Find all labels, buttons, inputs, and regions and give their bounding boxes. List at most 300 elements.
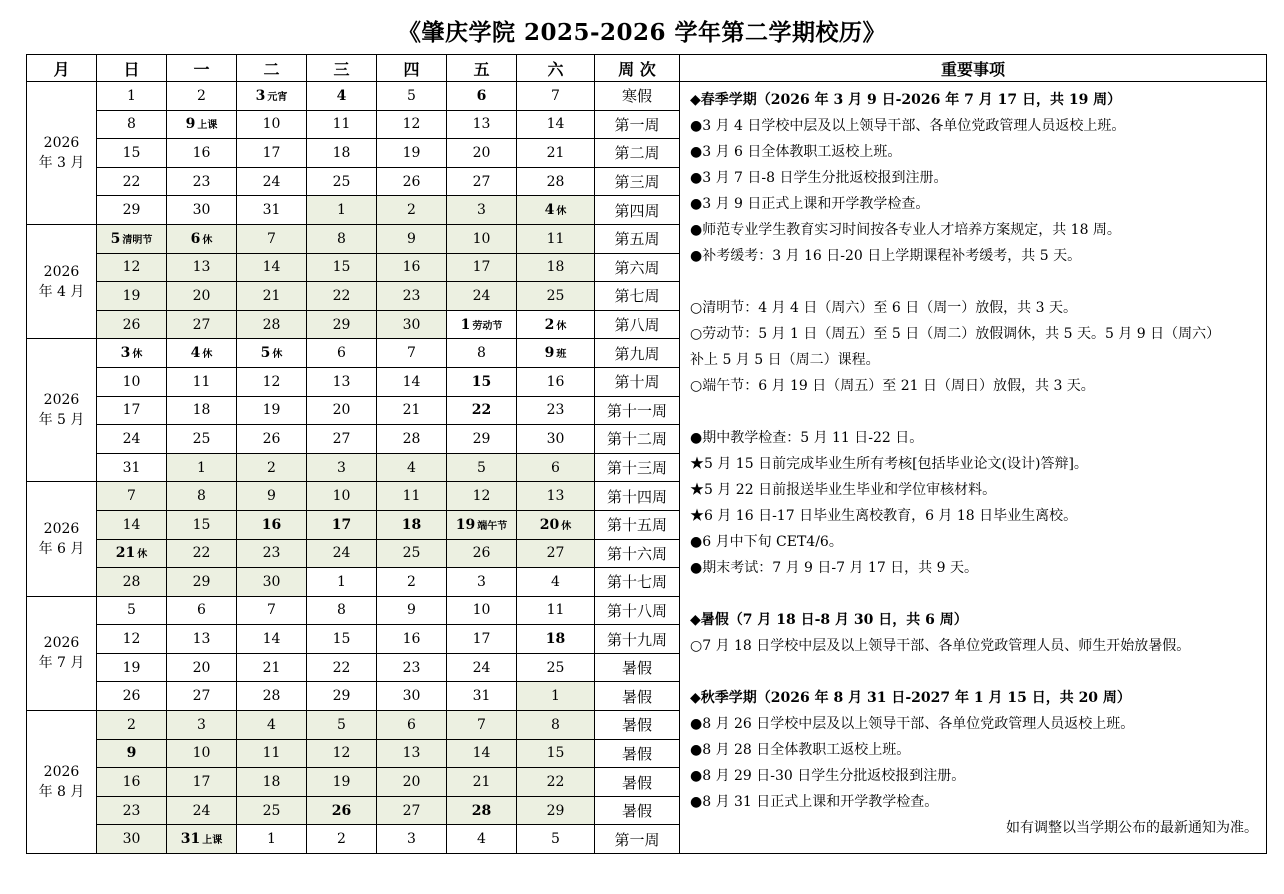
day-cell: [517, 196, 595, 225]
day-cell: [517, 625, 595, 654]
day-cell: [167, 196, 237, 225]
note-line: 如有调整以当学期公布的最新通知为准。: [1006, 820, 1258, 836]
day-cell: [237, 367, 307, 396]
day-number: 12: [122, 631, 141, 648]
day-number: 8: [551, 716, 560, 733]
day-cell: [447, 796, 517, 825]
day-cell: [307, 367, 377, 396]
day-number: 19: [455, 516, 476, 533]
day-cell: [447, 453, 517, 482]
day-cell: [517, 682, 595, 711]
note-line: ○7 月 18 日学校中层及以上领导干部、各单位党政管理人员、师生开始放暑假。: [690, 638, 1191, 654]
day-number: 24: [472, 659, 491, 676]
note-line: ★5 月 15 日前完成毕业生所有考核[包括毕业论文(设计)答辩]。: [690, 456, 1088, 472]
day-cell: [167, 282, 237, 311]
day-cell: [517, 396, 595, 425]
day-cell: [377, 653, 447, 682]
day-cell: [377, 453, 447, 482]
day-cell: [447, 253, 517, 282]
day-cell: [307, 596, 377, 625]
day-cell: [97, 596, 167, 625]
day-cell: [307, 568, 377, 597]
day-cell: [307, 110, 377, 139]
day-number: 20: [539, 516, 560, 533]
day-number: 29: [122, 202, 141, 219]
day-number: 19: [122, 287, 141, 304]
day-cell: [517, 224, 595, 253]
week-number: 第一周: [595, 110, 680, 139]
day-cell: [97, 825, 167, 854]
day-number: 15: [546, 745, 565, 762]
day-cell: [307, 310, 377, 339]
day-number: 24: [192, 802, 211, 819]
day-cell: [377, 510, 447, 539]
day-number: 8: [337, 602, 346, 619]
day-number: 25: [262, 802, 281, 819]
day-number: 7: [551, 87, 560, 104]
day-number: 6: [407, 716, 416, 733]
day-number: 7: [127, 488, 136, 505]
day-cell: [447, 682, 517, 711]
day-number: 18: [545, 631, 566, 648]
day-note: 休: [202, 234, 213, 246]
month-label: 2026 年 5 月: [27, 339, 97, 482]
day-number: 5: [260, 345, 271, 362]
day-number: 3: [120, 345, 131, 362]
week-number: 第十七周: [595, 568, 680, 597]
week-number: 第十六周: [595, 539, 680, 568]
day-number: 10: [472, 602, 491, 619]
day-number: 22: [332, 287, 351, 304]
day-number: 4: [477, 831, 486, 848]
day-number: 17: [192, 774, 211, 791]
day-number: 1: [267, 831, 276, 848]
day-number: 3: [477, 202, 486, 219]
day-note: 班: [556, 349, 567, 361]
day-cell: [447, 139, 517, 168]
day-number: 6: [551, 459, 560, 476]
day-cell: [167, 367, 237, 396]
day-cell: [517, 482, 595, 511]
note-line: ●8 月 28 日全体教职工返校上班。: [690, 742, 911, 758]
day-number: 24: [122, 430, 141, 447]
week-number: 第六周: [595, 253, 680, 282]
day-cell: [237, 425, 307, 454]
day-number: 4: [267, 716, 276, 733]
day-number: 23: [192, 173, 211, 190]
day-number: 15: [122, 144, 141, 161]
day-cell: [377, 282, 447, 311]
day-number: 26: [122, 316, 141, 333]
day-cell: [307, 625, 377, 654]
day-note: 休: [556, 320, 567, 332]
column-header: 四: [377, 55, 447, 82]
day-number: 1: [337, 202, 346, 219]
week-number: 暑假: [595, 768, 680, 797]
note-line: ○端午节：6 月 19 日（周五）至 21 日（周日）放假，共 3 天。: [690, 378, 1095, 394]
day-cell: [447, 739, 517, 768]
day-number: 7: [407, 345, 416, 362]
day-cell: [237, 796, 307, 825]
day-number: 11: [546, 602, 565, 619]
day-cell: [167, 110, 237, 139]
day-cell: [307, 253, 377, 282]
day-cell: [307, 796, 377, 825]
day-number: 31: [122, 459, 141, 476]
day-cell: [167, 425, 237, 454]
month-label: 2026 年 8 月: [27, 711, 97, 854]
day-cell: [307, 653, 377, 682]
day-cell: [517, 82, 595, 111]
day-cell: [167, 825, 237, 854]
week-number: 第一周: [595, 825, 680, 854]
day-number: 29: [192, 573, 211, 590]
day-cell: [447, 110, 517, 139]
week-number: 暑假: [595, 711, 680, 740]
day-number: 26: [402, 173, 421, 190]
note-spacer: [690, 269, 1266, 295]
week-number: 第十一周: [595, 396, 680, 425]
day-cell: [167, 339, 237, 368]
day-number: 16: [192, 144, 211, 161]
day-number: 6: [337, 345, 346, 362]
day-number: 9: [185, 116, 196, 133]
day-number: 30: [262, 573, 281, 590]
day-number: 10: [332, 488, 351, 505]
day-cell: [377, 596, 447, 625]
day-cell: [237, 768, 307, 797]
day-cell: [307, 510, 377, 539]
day-cell: [307, 282, 377, 311]
day-number: 2: [267, 459, 276, 476]
day-number: 23: [546, 402, 565, 419]
day-cell: [167, 682, 237, 711]
day-number: 5: [337, 716, 346, 733]
day-cell: [97, 625, 167, 654]
day-number: 5: [110, 230, 121, 247]
day-number: 19: [332, 774, 351, 791]
note-line: ●期末考试：7 月 9 日-7 月 17 日，共 9 天。: [690, 560, 978, 576]
day-cell: [447, 425, 517, 454]
day-number: 12: [472, 488, 491, 505]
calendar-table: [26, 54, 1267, 854]
day-number: 15: [332, 259, 351, 276]
note-line: ◆春季学期（2026 年 3 月 9 日-2026 年 7 月 17 日，共 19 周）: [690, 92, 1122, 108]
day-number: 25: [332, 173, 351, 190]
day-cell: [237, 825, 307, 854]
day-number: 26: [262, 430, 281, 447]
day-cell: [237, 224, 307, 253]
day-number: 15: [471, 373, 492, 390]
day-cell: [307, 425, 377, 454]
day-number: 2: [407, 202, 416, 219]
day-cell: [167, 711, 237, 740]
day-number: 16: [261, 516, 282, 533]
day-cell: [307, 82, 377, 111]
week-number: 第七周: [595, 282, 680, 311]
day-number: 13: [192, 259, 211, 276]
day-cell: [97, 425, 167, 454]
day-number: 17: [472, 259, 491, 276]
day-cell: [517, 796, 595, 825]
day-cell: [307, 711, 377, 740]
day-cell: [237, 625, 307, 654]
week-row: [27, 82, 1267, 111]
day-cell: [237, 396, 307, 425]
day-number: 13: [332, 373, 351, 390]
week-number: 第十四周: [595, 482, 680, 511]
day-number: 28: [402, 430, 421, 447]
day-number: 24: [332, 545, 351, 562]
day-note: 清明节: [122, 234, 153, 246]
day-cell: [167, 139, 237, 168]
day-number: 8: [127, 116, 136, 133]
day-number: 11: [402, 488, 421, 505]
day-number: 18: [401, 516, 422, 533]
day-cell: [237, 196, 307, 225]
day-number: 29: [332, 316, 351, 333]
day-number: 3: [197, 716, 206, 733]
day-number: 7: [267, 230, 276, 247]
day-cell: [377, 167, 447, 196]
day-cell: [167, 596, 237, 625]
month-label: 2026 年 7 月: [27, 596, 97, 710]
day-number: 22: [122, 173, 141, 190]
day-number: 27: [192, 316, 211, 333]
day-cell: [307, 139, 377, 168]
day-cell: [517, 825, 595, 854]
day-cell: [237, 167, 307, 196]
day-cell: [447, 568, 517, 597]
day-number: 17: [331, 516, 352, 533]
day-number: 30: [122, 831, 141, 848]
day-cell: [97, 739, 167, 768]
day-cell: [447, 367, 517, 396]
day-number: 31: [262, 202, 281, 219]
day-cell: [167, 224, 237, 253]
note-line: ★6 月 16 日-17 日毕业生离校教育，6 月 18 日毕业生离校。: [690, 508, 1078, 524]
day-number: 20: [472, 144, 491, 161]
day-cell: [447, 482, 517, 511]
day-cell: [167, 253, 237, 282]
day-number: 10: [472, 230, 491, 247]
day-note: 休: [272, 349, 283, 361]
day-note: 上课: [197, 120, 218, 132]
day-number: 5: [551, 831, 560, 848]
note-line: ◆秋季学期（2026 年 8 月 31 日-2027 年 1 月 15 日，共 20 周）: [690, 690, 1131, 706]
week-number: 第十九周: [595, 625, 680, 654]
day-cell: [237, 310, 307, 339]
day-cell: [517, 110, 595, 139]
day-cell: [167, 653, 237, 682]
week-number: 暑假: [595, 653, 680, 682]
day-number: 13: [402, 745, 421, 762]
day-number: 17: [262, 144, 281, 161]
day-cell: [307, 768, 377, 797]
week-number: 第十二周: [595, 425, 680, 454]
day-number: 30: [546, 430, 565, 447]
day-cell: [97, 282, 167, 311]
day-number: 17: [472, 631, 491, 648]
day-number: 12: [262, 373, 281, 390]
day-cell: [237, 739, 307, 768]
day-number: 2: [127, 716, 136, 733]
day-cell: [377, 739, 447, 768]
day-number: 29: [472, 430, 491, 447]
day-number: 3: [337, 459, 346, 476]
day-number: 29: [332, 688, 351, 705]
day-cell: [517, 139, 595, 168]
day-cell: [237, 482, 307, 511]
day-cell: [237, 711, 307, 740]
day-cell: [167, 482, 237, 511]
note-line: ●8 月 26 日学校中层及以上领导干部、各单位党政管理人员返校上班。: [690, 716, 1135, 732]
day-cell: [167, 167, 237, 196]
day-number: 10: [192, 745, 211, 762]
day-number: 14: [402, 373, 421, 390]
day-number: 13: [546, 488, 565, 505]
day-cell: [517, 739, 595, 768]
day-number: 28: [122, 573, 141, 590]
day-cell: [237, 139, 307, 168]
day-cell: [307, 739, 377, 768]
day-cell: [97, 367, 167, 396]
day-number: 12: [122, 259, 141, 276]
day-number: 22: [546, 774, 565, 791]
week-number: 暑假: [595, 739, 680, 768]
day-cell: [517, 711, 595, 740]
day-number: 6: [190, 230, 201, 247]
day-note: 休: [137, 549, 148, 561]
day-note: 休: [132, 349, 143, 361]
day-number: 13: [192, 631, 211, 648]
column-header: 二: [237, 55, 307, 82]
day-number: 9: [544, 345, 555, 362]
day-cell: [447, 196, 517, 225]
day-cell: [167, 310, 237, 339]
note-line: ●3 月 9 日正式上课和开学教学检查。: [690, 196, 930, 212]
day-cell: [307, 825, 377, 854]
day-cell: [517, 768, 595, 797]
day-number: 8: [197, 488, 206, 505]
day-number: 26: [122, 688, 141, 705]
day-cell: [517, 282, 595, 311]
column-header: 重要事项: [680, 55, 1267, 82]
day-cell: [307, 453, 377, 482]
day-cell: [517, 510, 595, 539]
day-cell: [377, 224, 447, 253]
day-cell: [97, 711, 167, 740]
day-number: 16: [546, 373, 565, 390]
day-cell: [97, 510, 167, 539]
day-cell: [237, 682, 307, 711]
day-number: 15: [192, 516, 211, 533]
day-number: 24: [472, 287, 491, 304]
day-number: 2: [407, 573, 416, 590]
day-note: 元宵: [267, 91, 288, 103]
day-number: 30: [402, 316, 421, 333]
day-number: 28: [262, 316, 281, 333]
day-cell: [167, 453, 237, 482]
day-cell: [377, 196, 447, 225]
day-number: 4: [544, 202, 555, 219]
day-number: 30: [192, 202, 211, 219]
day-cell: [237, 596, 307, 625]
day-cell: [377, 796, 447, 825]
day-cell: [447, 167, 517, 196]
day-cell: [97, 253, 167, 282]
week-number: 第四周: [595, 196, 680, 225]
day-number: 16: [122, 774, 141, 791]
day-cell: [307, 682, 377, 711]
page-title: 《肇庆学院 2025-2026 学年第二学期校历》: [397, 19, 887, 46]
day-number: 21: [262, 659, 281, 676]
day-cell: [167, 510, 237, 539]
day-cell: [447, 310, 517, 339]
header-row: [27, 55, 1267, 82]
day-number: 4: [551, 573, 560, 590]
day-number: 23: [262, 545, 281, 562]
day-number: 20: [192, 287, 211, 304]
day-number: 23: [122, 802, 141, 819]
column-header: 一: [167, 55, 237, 82]
day-number: 20: [402, 774, 421, 791]
month-label: 2026 年 4 月: [27, 224, 97, 338]
day-cell: [237, 110, 307, 139]
day-number: 11: [546, 230, 565, 247]
day-number: 9: [407, 602, 416, 619]
day-cell: [97, 110, 167, 139]
note-line: ●8 月 31 日正式上课和开学教学检查。: [690, 794, 939, 810]
day-number: 1: [460, 316, 471, 333]
day-number: 4: [336, 87, 347, 104]
day-number: 14: [262, 259, 281, 276]
note-line: ●期中教学检查：5 月 11 日-22 日。: [690, 430, 924, 446]
day-number: 16: [402, 259, 421, 276]
day-number: 22: [332, 659, 351, 676]
day-cell: [377, 482, 447, 511]
day-number: 27: [332, 430, 351, 447]
day-cell: [97, 539, 167, 568]
day-cell: [97, 396, 167, 425]
day-number: 3: [477, 573, 486, 590]
week-number: 第八周: [595, 310, 680, 339]
day-number: 24: [262, 173, 281, 190]
week-number: 第三周: [595, 167, 680, 196]
day-number: 4: [407, 459, 416, 476]
day-number: 17: [122, 402, 141, 419]
day-number: 28: [262, 688, 281, 705]
note-spacer: [690, 399, 1266, 425]
day-cell: [167, 768, 237, 797]
day-number: 23: [402, 287, 421, 304]
day-cell: [307, 339, 377, 368]
day-cell: [377, 825, 447, 854]
day-number: 21: [472, 774, 491, 791]
day-number: 28: [546, 173, 565, 190]
day-cell: [237, 539, 307, 568]
day-cell: [167, 739, 237, 768]
day-cell: [167, 396, 237, 425]
note-line: ★5 月 22 日前报送毕业生毕业和学位审核材料。: [690, 482, 997, 498]
day-number: 8: [477, 345, 486, 362]
week-number: 第十八周: [595, 596, 680, 625]
day-number: 21: [262, 287, 281, 304]
day-cell: [97, 339, 167, 368]
day-number: 22: [471, 402, 492, 419]
day-cell: [237, 510, 307, 539]
day-number: 20: [192, 659, 211, 676]
